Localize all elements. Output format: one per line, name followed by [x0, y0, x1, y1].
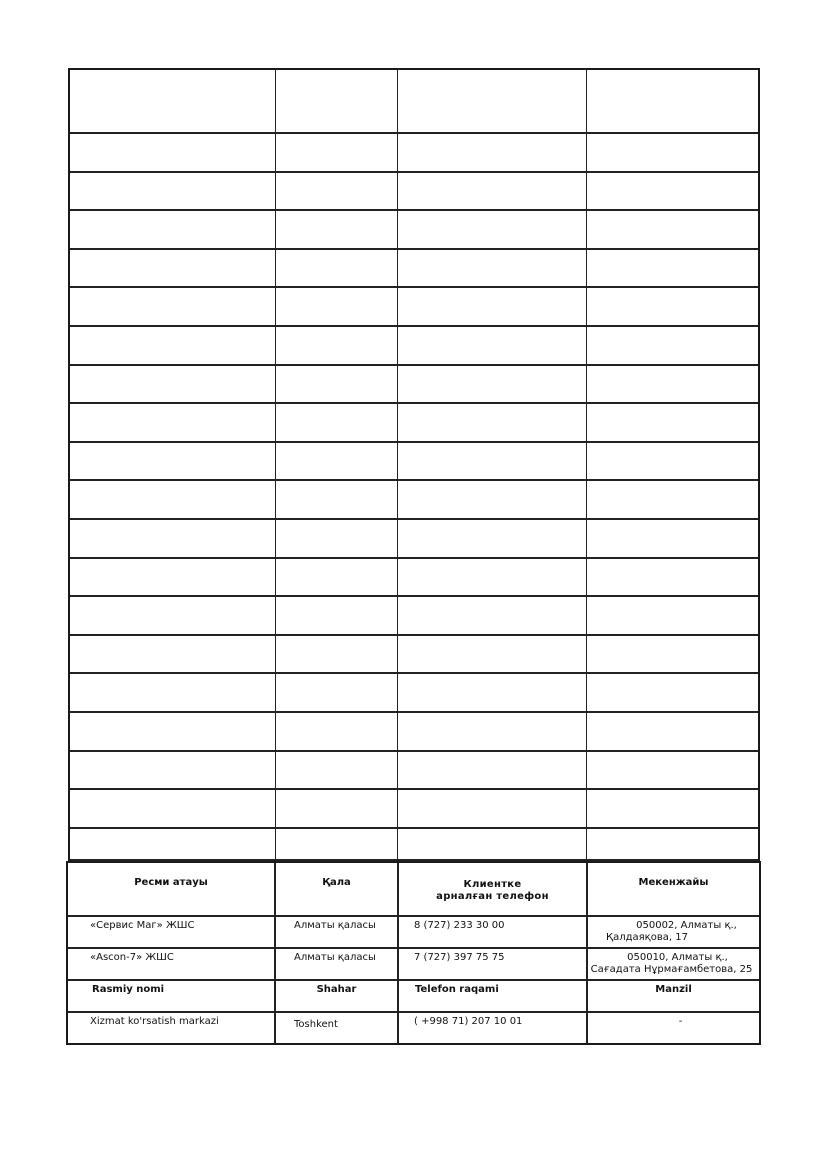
table-row-2-phone: 7 (727) 397 75 75 [399, 949, 588, 981]
empty-grid-cell [276, 790, 398, 829]
empty-grid-cell [70, 520, 276, 559]
empty-grid-cell [276, 327, 398, 366]
empty-grid-cell [276, 70, 398, 134]
empty-grid-cell [587, 597, 758, 636]
empty-grid-cell [398, 250, 587, 289]
empty-grid-cell [398, 829, 587, 861]
empty-grid-cell [276, 250, 398, 289]
empty-grid-cell [70, 134, 276, 173]
table-row-1-name: «Сервис Маг» ЖШС [68, 917, 276, 949]
empty-grid-cell [70, 674, 276, 713]
empty-grid-cell [587, 481, 758, 520]
header-address-uz: Manzil [588, 981, 759, 1013]
empty-grid-cell [587, 790, 758, 829]
empty-grid-cell [587, 636, 758, 675]
table-row-3-phone: ( +998 71) 207 10 01 [399, 1013, 588, 1043]
empty-grid-cell [70, 636, 276, 675]
table-row-3-city: Toshkent [276, 1013, 399, 1043]
empty-grid-cell [70, 366, 276, 405]
empty-table-grid [68, 68, 760, 861]
header-phone-uz: Telefon raqami [399, 981, 588, 1013]
empty-grid-cell [587, 134, 758, 173]
empty-grid-cell [70, 250, 276, 289]
empty-grid-cell [398, 173, 587, 212]
header-phone-kz-line2: арналған телефон [436, 891, 549, 902]
empty-grid-cell [398, 70, 587, 134]
empty-grid-cell [587, 674, 758, 713]
empty-grid-cell [276, 713, 398, 752]
header-name-kz: Ресми атауы [68, 863, 276, 917]
empty-grid-cell [398, 288, 587, 327]
empty-grid-cell [276, 481, 398, 520]
table-row-2-address [588, 949, 759, 981]
table-row-2-address-line1: 050010, Алматы қ., [627, 952, 728, 963]
empty-grid-cell [276, 559, 398, 598]
empty-grid-cell [398, 713, 587, 752]
empty-grid-cell [276, 404, 398, 443]
empty-grid-cell [398, 443, 587, 482]
empty-grid-cell [587, 211, 758, 250]
empty-grid-cell [398, 404, 587, 443]
empty-grid-cell [587, 752, 758, 791]
empty-grid-cell [398, 366, 587, 405]
empty-grid-cell [276, 173, 398, 212]
empty-grid-cell [276, 597, 398, 636]
table-row-1-address [588, 917, 759, 949]
empty-grid-cell [276, 366, 398, 405]
empty-grid-cell [587, 559, 758, 598]
empty-grid-cell [276, 134, 398, 173]
empty-grid-cell [587, 713, 758, 752]
empty-grid-cell [70, 481, 276, 520]
table-row-2-address-line2: Сағадата Нұрмағамбетова, 25 [590, 964, 753, 975]
empty-grid-cell [398, 481, 587, 520]
empty-grid-cell [70, 790, 276, 829]
empty-grid-cell [587, 366, 758, 405]
empty-grid-cell [70, 70, 276, 134]
header-city-uz: Shahar [276, 981, 399, 1013]
empty-grid-cell [398, 636, 587, 675]
empty-grid-cell [398, 674, 587, 713]
empty-grid-cell [398, 790, 587, 829]
empty-grid-cell [398, 211, 587, 250]
empty-grid-cell [587, 70, 758, 134]
empty-grid-cell [398, 327, 587, 366]
empty-grid-cell [587, 404, 758, 443]
header-name-uz: Rasmiy nomi [68, 981, 276, 1013]
header-phone-kz-line1: Клиентке [463, 879, 522, 890]
table-row-1-address-line1: 050002, Алматы қ., [636, 920, 737, 931]
table-row-1-address-line2: Қалдаяқова, 17 [606, 932, 688, 943]
empty-grid-cell [587, 327, 758, 366]
empty-grid-cell [70, 597, 276, 636]
empty-grid-cell [70, 713, 276, 752]
empty-grid-cell [276, 674, 398, 713]
empty-grid-cell [70, 443, 276, 482]
empty-grid-cell [587, 829, 758, 861]
empty-grid-cell [70, 173, 276, 212]
header-address-kz: Мекенжайы [588, 863, 759, 917]
empty-grid-cell [70, 829, 276, 861]
header-phone-kz [399, 863, 588, 917]
service-centers-table [66, 861, 761, 1045]
empty-grid-cell [70, 559, 276, 598]
empty-grid-cell [398, 597, 587, 636]
empty-grid-cell [587, 520, 758, 559]
empty-grid-cell [587, 288, 758, 327]
empty-grid-cell [276, 211, 398, 250]
empty-grid-cell [398, 520, 587, 559]
empty-grid-cell [70, 211, 276, 250]
empty-grid-cell [587, 443, 758, 482]
empty-grid-cell [276, 752, 398, 791]
empty-grid-cell [70, 327, 276, 366]
empty-grid-cell [398, 752, 587, 791]
empty-grid-cell [276, 443, 398, 482]
table-row-3-address: - [678, 1016, 683, 1027]
header-city-kz: Қала [276, 863, 399, 917]
table-row-2-name: «Ascon-7» ЖШС [68, 949, 276, 981]
empty-grid-cell [276, 520, 398, 559]
empty-grid-cell [587, 250, 758, 289]
table-row-1-city: Алматы қаласы [276, 917, 399, 949]
empty-grid-cell [70, 288, 276, 327]
empty-grid-cell [398, 559, 587, 598]
empty-grid-cell [276, 829, 398, 861]
empty-grid-cell [398, 134, 587, 173]
table-row-2-city: Алматы қаласы [276, 949, 399, 981]
empty-grid-cell [70, 404, 276, 443]
table-row-1-phone: 8 (727) 233 30 00 [399, 917, 588, 949]
empty-grid-cell [70, 752, 276, 791]
table-row-3-name: Xizmat ko'rsatish markazi [68, 1013, 276, 1043]
empty-grid-cell [587, 173, 758, 212]
empty-grid-cell [276, 636, 398, 675]
empty-grid-cell [276, 288, 398, 327]
